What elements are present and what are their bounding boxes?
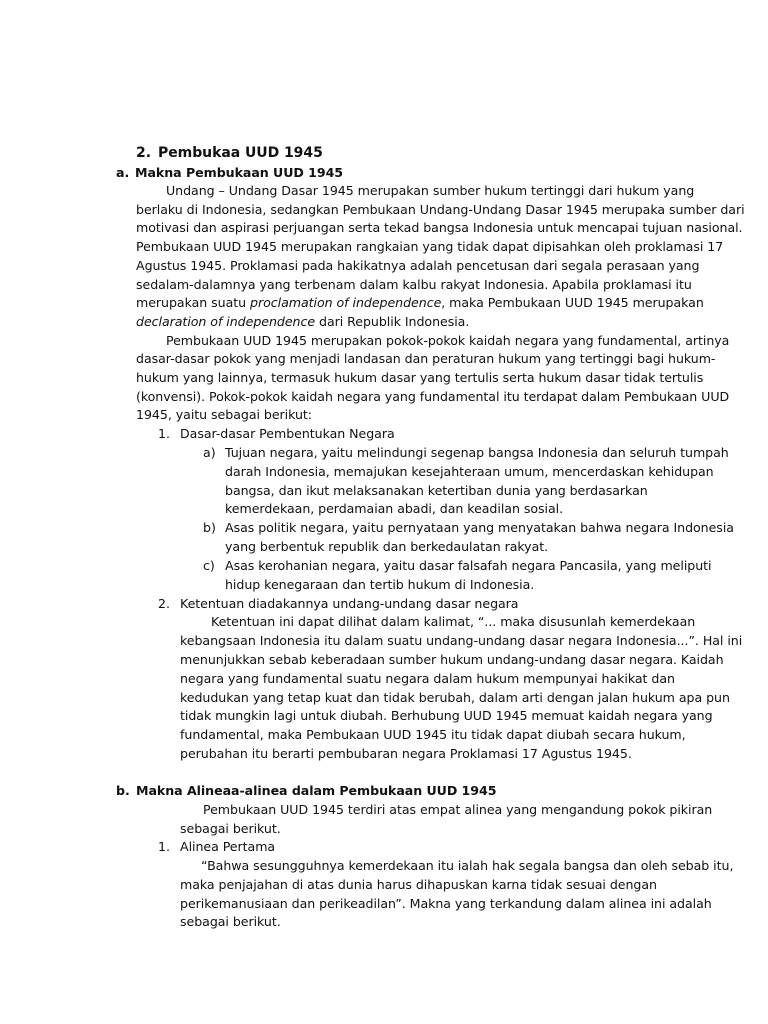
paragraph-line: (konvensi). Pokok-pokok kaidah negara yang fundamental itu terdapat dalam Pembukaan UUD: [136, 389, 730, 404]
list-marker: 1.: [158, 839, 171, 854]
paragraph-line: Pembukaan UUD 1945 merupakan rangkaian yang tidak dapat dipisahkan oleh proklamasi 17: [136, 239, 724, 254]
paragraph-line: Pembukaan UUD 1945 terdiri atas empat alinea yang mengandung pokok pikiran: [203, 802, 713, 817]
italic-term: proclamation of independence: [250, 295, 442, 310]
paragraph-line: dasar-dasar pokok yang menjadi landasan dan peraturan hukum yang tertinggi bagi hukum-: [136, 351, 716, 366]
text-run: merupakan suatu: [136, 295, 251, 310]
sublist-line: bangsa, dan ikut melaksanakan ketertiban dunia yang berdasarkan: [225, 483, 648, 498]
sublist-marker: a): [203, 445, 216, 460]
heading-number: 2.: [136, 145, 152, 161]
list-item-line: sebagai berikut.: [180, 914, 281, 929]
list-item-line: menunjukkan sebab keberadaan sumber hukum undang-undang dasar negara. Kaidah: [180, 652, 724, 667]
list-item-line: Ketentuan ini dapat dilihat dalam kalimat, “... maka disusunlah kemerdekaan: [211, 614, 696, 629]
sublist-line: yang berbentuk republik dan berkedaulatan rakyat.: [225, 539, 549, 554]
italic-term: declaration of independence: [136, 314, 316, 329]
text-run: dari Republik Indonesia.: [315, 314, 470, 329]
text-run: , maka Pembukaan UUD 1945 merupakan: [441, 295, 704, 310]
section-a-marker: a.: [116, 165, 130, 180]
sublist-line: hidup kenegaraan dan tertib hukum di Indonesia.: [225, 577, 535, 592]
list-item-line: negara yang fundamental suatu negara dalam hukum mempunyai hakikat dan: [180, 671, 675, 686]
list-item-line: perikemanusiaan dan perikeadilan”. Makna yang terkandung dalam alinea ini adalah: [180, 896, 712, 911]
paragraph-line: 1945, yaitu sebagai berikut:: [136, 407, 312, 422]
list-item-title: Dasar-dasar Pembentukan Negara: [180, 426, 395, 441]
paragraph-line: sedalam-dalamnya yang terbenam dalam kalbu rakyat Indonesia. Apabila proklamasi itu: [136, 277, 692, 292]
list-item-line: perubahan itu berarti pembubaran negara Proklamasi 17 Agustus 1945.: [180, 746, 632, 761]
paragraph-line: Undang – Undang Dasar 1945 merupakan sumber hukum tertinggi dari hukum yang: [166, 183, 695, 198]
paragraph-line: sebagai berikut.: [180, 821, 281, 836]
list-marker: 2.: [158, 596, 171, 611]
sublist-line: Asas politik negara, yaitu pernyataan yang menyatakan bahwa negara Indonesia: [225, 520, 734, 535]
list-item-line: tidak mungkin lagi untuk diubah. Berhubung UUD 1945 memuat kaidah negara yang: [180, 708, 713, 723]
sublist-line: Asas kerohanian negara, yaitu dasar falsafah negara Pancasila, yang meliputi: [225, 558, 712, 573]
paragraph-line: motivasi dan aspirasi perjuangan serta tekad bangsa Indonesia untuk mencapai tujuan nasional.: [136, 220, 743, 235]
sublist-marker: c): [203, 558, 215, 573]
paragraph-line: hukum yang lainnya, termasuk hukum dasar yang tertulis serta hukum dasar tidak tertulis: [136, 370, 704, 385]
paragraph-line: Agustus 1945. Proklamasi pada hakikatnya adalah pencetusan dari segala perasaan yang: [136, 258, 700, 273]
list-item-line: maka penjajahan di atas dunia harus dihapuskan karna tidak sesuai dengan: [180, 877, 657, 892]
sublist-line: Tujuan negara, yaitu melindungi segenap bangsa Indonesia dan seluruh tumpah: [225, 445, 729, 460]
section-b-marker: b.: [116, 783, 130, 798]
section-a-title: Makna Pembukaan UUD 1945: [135, 165, 343, 180]
sublist-marker: b): [203, 520, 216, 535]
list-item-title: Ketentuan diadakannya undang-undang dasar negara: [180, 596, 519, 611]
paragraph-line: [136, 294, 704, 312]
paragraph-line: [136, 313, 469, 331]
list-item-line: kebangsaan Indonesia itu dalam suatu undang-undang dasar negara Indonesia...”. Hal ini: [180, 633, 743, 648]
list-item-line: “Bahwa sesungguhnya kemerdekaan itu ialah hak segala bangsa dan oleh sebab itu,: [201, 858, 734, 873]
paragraph-line: Pembukaan UUD 1945 merupakan pokok-pokok kaidah negara yang fundamental, artinya: [166, 333, 730, 348]
list-item-title: Alinea Pertama: [180, 839, 276, 854]
section-b-title: Makna Alineaa-alinea dalam Pembukaan UUD 1945: [136, 783, 497, 798]
list-item-line: kedudukan yang tetap kuat dan tidak berubah, dalam arti dengan jalan hukum apa pun: [180, 690, 730, 705]
paragraph-line: berlaku di Indonesia, sedangkan Pembukaan Undang-Undang Dasar 1945 merupaka sumber dari: [136, 202, 745, 217]
list-marker: 1.: [158, 426, 171, 441]
sublist-line: darah Indonesia, memajukan kesejahteraan umum, mencerdaskan kehidupan: [225, 464, 714, 479]
heading-title: Pembukaa UUD 1945: [158, 145, 323, 161]
list-item-line: fundamental, maka Pembukaan UUD 1945 itu tidak dapat diubah secara hukum,: [180, 727, 686, 742]
sublist-line: kemerdekaan, perdamaian abadi, dan keadilan sosial.: [225, 501, 564, 516]
